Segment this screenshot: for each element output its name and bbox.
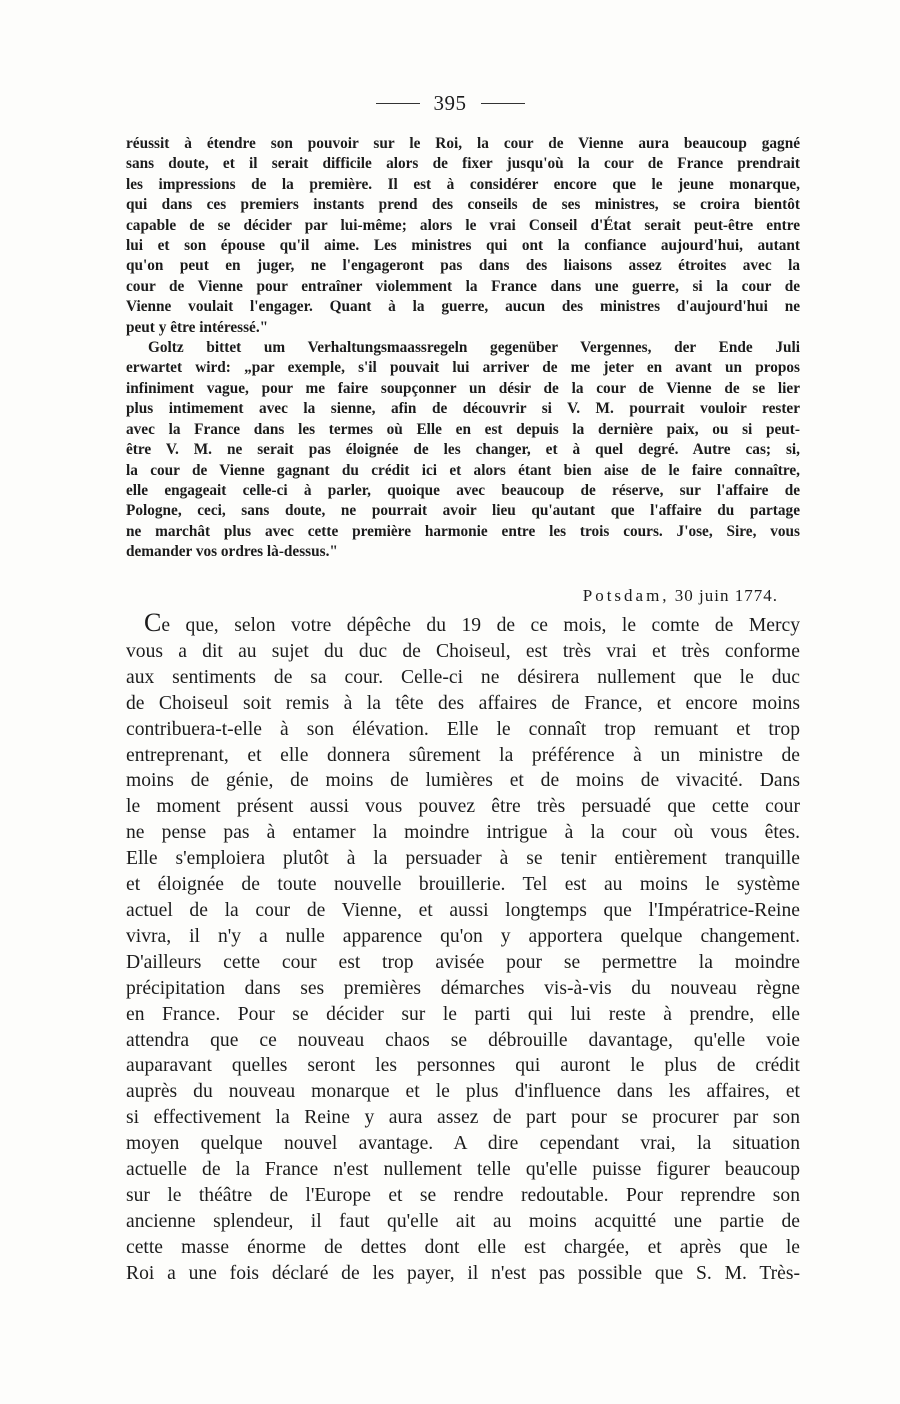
header-rule-right (481, 103, 525, 104)
quote-line: réussit à étendre son pouvoir sur le Roi, la cour de Vienne aura beaucoup gagné (126, 135, 800, 152)
quote-paragraph (126, 134, 800, 338)
letter-line: et éloignée de toute nouvelle brouillerie. Tel est au moins le système (126, 874, 800, 896)
letter-line: D'ailleurs cette cour est trop avisée pour se permettre la moindre (126, 951, 800, 973)
letter-line: contribuera-t-elle à son élévation. Elle le connaît trop remuant et trop (126, 718, 800, 740)
letter-line: cette masse énorme de dettes dont elle est chargée, et après que le (126, 1236, 800, 1258)
note-line: la cour de Vienne gagnant du crédit ici et alors étant bien aise de le faire connaître, (126, 461, 800, 479)
note-line: avec la France dans les termes où Elle en est depuis la dernière paix, ou si peut- (126, 420, 800, 438)
letter-line-text: e que, selon votre dépêche du 19 de ce mois, le comte de Mercy (161, 615, 800, 636)
letter-line: attendra que ce nouveau chaos se débrouille davantage, qu'elle voie (126, 1029, 800, 1051)
quote-line: sans doute, et il serait difficile alors de fixer jusqu'où la cour de France prendrait (126, 155, 800, 173)
quote-line: qu'on peut en juger, ne l'engageront pas dans des liaisons assez étroites avec la (126, 257, 800, 275)
note-line: infiniment vague, pour me faire soupçonner un désir de la cour de Vienne de se lier (126, 379, 800, 397)
letter-line: sur le théâtre de l'Europe et se rendre redoutable. Pour reprendre son (126, 1184, 800, 1206)
letter-line: précipitation dans ses premières démarches vis-à-vis du nouveau règne (126, 977, 800, 999)
letter-line: vous a dit au sujet du duc de Choiseul, est très vrai et très conforme (126, 640, 800, 662)
letter-line: si effectivement la Reine y aura assez de part pour se procurer par son (126, 1107, 800, 1129)
note-line: ne marchât plus avec cette première harmonie entre les trois cours. J'ose, Sire, vous (126, 522, 800, 540)
note-line: Goltz bittet um Verhaltungsmaassregeln gegenüber Vergennes, der Ende Juli (148, 339, 800, 357)
note-line: Pologne, ceci, sans doute, ne pourrait avoir lieu qu'autant que l'affaire du partage (126, 502, 800, 520)
letter-line: ancienne splendeur, il faut qu'elle ait au moins acquitté une partie de (126, 1210, 800, 1232)
letter-line: ne pense pas à entamer la moindre intrigue à la cour où vous êtes. (126, 822, 800, 844)
letter-line: actuelle de la France n'est nullement telle qu'elle puisse figurer beaucoup (126, 1159, 800, 1181)
letter-line: auparavant quelles seront les personnes qui auront le plus de crédit (126, 1055, 800, 1077)
quote-line: Vienne voulait l'engager. Quant à la guerre, aucun des ministres d'aujourd'hui ne (126, 298, 800, 316)
letter-initial: C (144, 608, 162, 637)
letter-line (126, 610, 800, 639)
note-line: plus intimement avec la sienne, afin de découvrir si V. M. pourrait vouloir rester (126, 400, 800, 418)
quote-line: cour de Vienne pour entraîner violemment la France dans une guerre, si la cour de (126, 277, 800, 295)
letter-line: moins de génie, de moins de lumières et de moins de vivacité. Dans (126, 770, 800, 792)
quote-line: les impressions de la première. Il est à considérer encore que le jeune monarque, (126, 175, 800, 193)
letter-line: actuel de la cour de Vienne, et aussi longtemps que l'Impératrice-Reine (126, 899, 800, 921)
header-rule-left (376, 103, 420, 104)
quote-line: lui et son épouse qu'il aime. Les ministres qui ont la confiance aujourd'hui, autant (126, 237, 800, 255)
note-line: demander vos ordres là-dessus." (126, 543, 338, 561)
note-paragraph (126, 338, 800, 562)
quote-line: peut y être intéressé." (126, 318, 269, 336)
letter-line: entreprenant, et elle donnera sûrement la préférence à un ministre de (126, 744, 800, 766)
page-header (0, 88, 900, 118)
letter-line: le moment présent aussi vous pouvez être très persuadé que cette cour (126, 796, 800, 818)
letter-line: Elle s'emploiera plutôt à la persuader à se tenir entièrement tranquille (126, 848, 800, 870)
quoted-dispatch-text (126, 134, 800, 563)
note-line: erwartet wird: „par exemple, s'il pouvait lui arriver de me jeter en avant un propos (126, 359, 800, 377)
letter-line: aux sentiments de sa cour. Celle-ci ne désirera nullement que le duc (126, 666, 800, 688)
dateline-date: 30 juin 1774. (674, 586, 778, 605)
quote-line: qui dans ces premiers instants prend des conseils de ses ministres, se croira bientôt (126, 196, 800, 214)
letter-line: Roi a une fois déclaré de les payer, il n'est pas possible que S. M. Très- (126, 1262, 800, 1284)
letter-line: de Choiseul soit remis à la tête des affaires de France, et encore moins (126, 692, 800, 714)
letter-line: auprès du nouveau monarque et le plus d'influence dans les affaires, et (126, 1081, 800, 1103)
note-line: elle engageait celle-ci à parler, quoique avec beaucoup de réserve, sur l'affaire de (126, 481, 800, 499)
letter-dateline (583, 586, 778, 606)
letter-line: en France. Pour se décider sur le parti qui lui reste à prendre, elle (126, 1003, 800, 1025)
dateline-place: Potsdam, (582, 586, 670, 605)
letter-line: vivra, il n'y a nulle apparence qu'on y apportera quelque changement. (126, 925, 800, 947)
quote-line: capable de se décider par lui-même; alors le vrai Conseil d'État serait peut-être entre (126, 216, 800, 234)
letter-line: moyen quelque nouvel avantage. A dire cependant vrai, la situation (126, 1133, 800, 1155)
letter-body (126, 610, 800, 1287)
note-line: être V. M. ne serait pas éloignée de les changer, et à quel degré. Autre cas; si, (126, 441, 800, 459)
page-number: 395 (433, 90, 467, 115)
